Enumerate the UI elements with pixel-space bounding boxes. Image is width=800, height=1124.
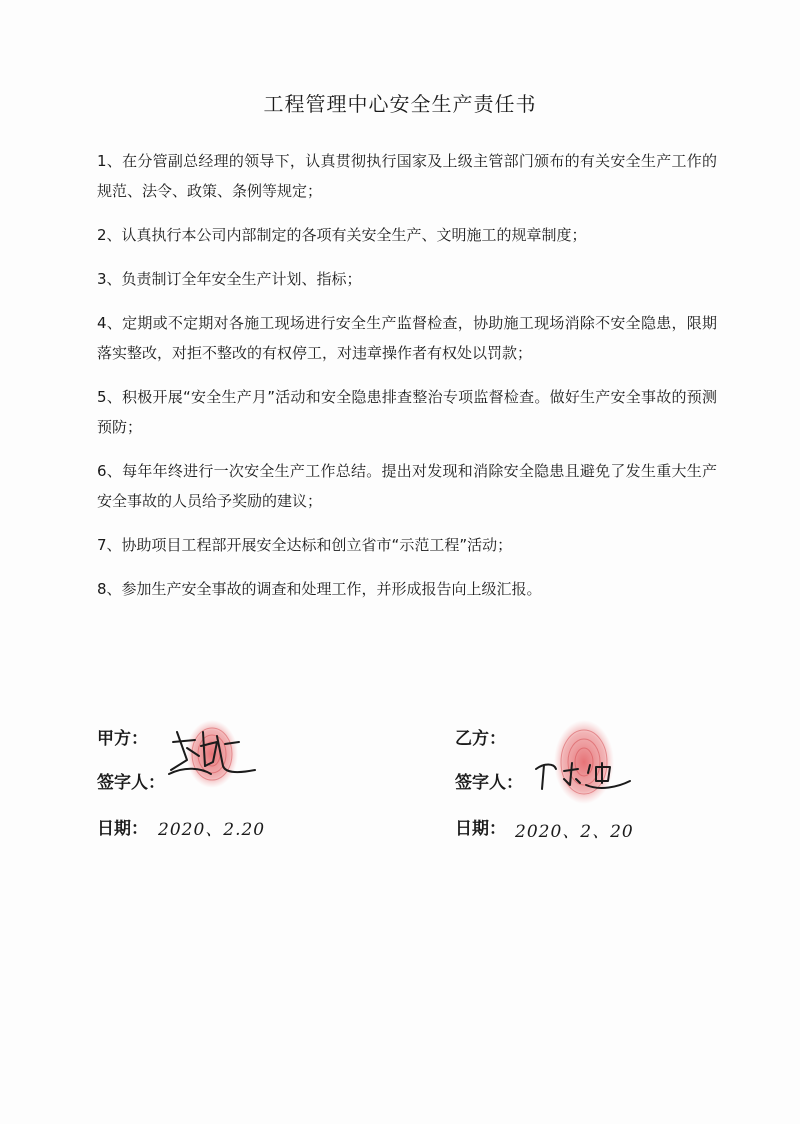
clause-8: 8、参加生产安全事故的调查和处理工作，并形成报告向上级汇报。 — [97, 580, 542, 598]
party-a-signer-label: 签字人： — [97, 773, 165, 793]
party-a-date-label: 日期： — [97, 819, 148, 839]
party-b-signature-icon — [530, 755, 640, 795]
clause-5: 5、积极开展“安全生产月”活动和安全隐患排查整治专项监督检查。做好生产安全事故的预测预防； — [97, 388, 717, 436]
party-b-signer-label: 签字人： — [455, 773, 523, 793]
document-title: 工程管理中心安全生产责任书 — [263, 92, 537, 116]
clause-6: 6、每年年终进行一次安全生产工作总结。提出对发现和消除安全隐患且避免了发生重大生产安全事故的人员给予奖励的建议； — [97, 462, 717, 510]
clause-4: 4、定期或不定期对各施工现场进行安全生产监督检查，协助施工现场消除不安全隐患，限期落实整改，对拒不整改的有权停工，对违章操作者有权处以罚款； — [97, 314, 717, 362]
party-a-signature-icon — [165, 722, 265, 788]
party-a-date-value: 2020、2.20 — [158, 820, 266, 840]
party-b-label: 乙方： — [455, 729, 506, 749]
party-b-date-value: 2020、2、20 — [515, 822, 634, 842]
clause-1: 1、在分管副总经理的领导下，认真贯彻执行国家及上级主管部门颁布的有关安全生产工作的规范、法令、政策、条例等规定； — [97, 152, 717, 200]
clause-7: 7、协助项目工程部开展安全达标和创立省市“示范工程”活动； — [97, 536, 513, 554]
clause-3: 3、负责制订全年安全生产计划、指标； — [97, 270, 362, 288]
party-a-label: 甲方： — [97, 729, 148, 749]
clause-2: 2、认真执行本公司内部制定的各项有关安全生产、文明施工的规章制度； — [97, 226, 587, 244]
clause-list — [97, 146, 717, 618]
party-b-date-label: 日期： — [455, 819, 506, 839]
